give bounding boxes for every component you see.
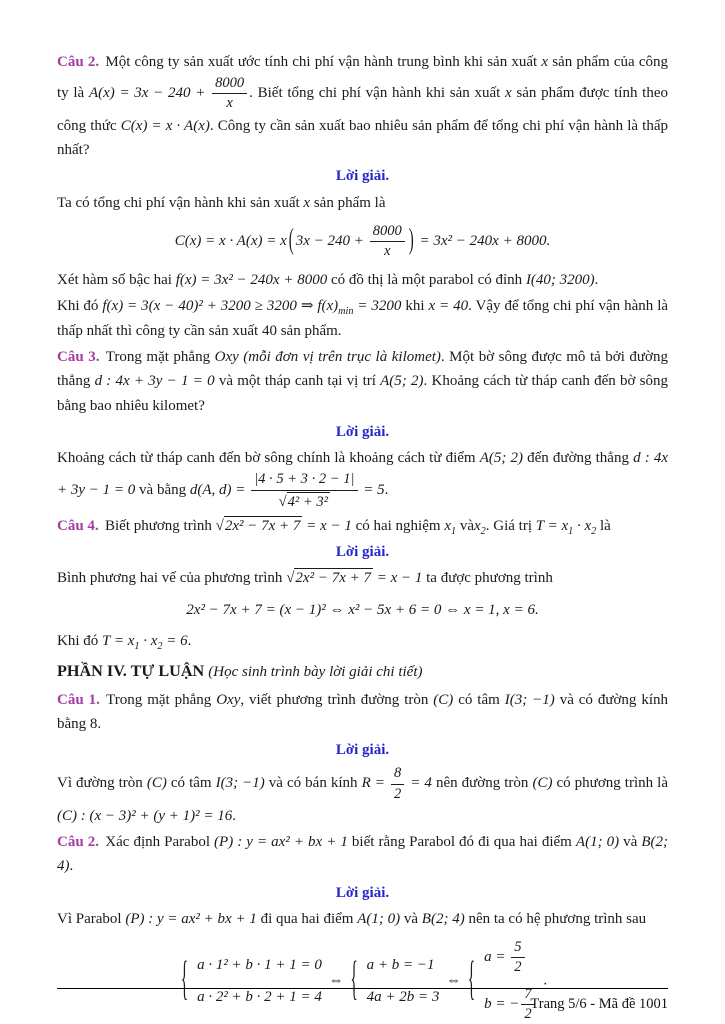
text-run: và có bán kính	[264, 775, 362, 792]
q3-label: Câu 3.	[57, 349, 100, 365]
text-run: đến đường thẳng	[523, 450, 634, 467]
math-run: · x	[139, 633, 158, 649]
fraction-denominator	[212, 94, 247, 112]
text-run: .	[232, 807, 237, 824]
math-run: d : 4x + 3y − 1 = 0	[57, 450, 669, 499]
math-run: T = x	[535, 517, 569, 534]
math-run: 5	[514, 939, 522, 956]
text-run: đi qua hai điểm	[256, 910, 358, 927]
q2-solution-heading: Lời giải.	[335, 168, 390, 185]
math-run: = 3x² − 240x + 8000.	[415, 232, 551, 249]
page-number: Trang 5/6 - Mã đề 1001	[530, 995, 668, 1012]
radical-icon: √	[278, 493, 287, 510]
math-run: = 5	[359, 482, 385, 499]
math-run: 4a + 2b = 3	[366, 988, 440, 1005]
part4-q1-solution-text	[57, 764, 668, 828]
math-run: (P) : y = ax² + bx + 1	[214, 834, 348, 851]
math-run: a · 2² + b · 2 + 1 = 4	[197, 988, 322, 1005]
math-run: 3x − 240 +	[295, 232, 368, 249]
math-run: B(2; 4)	[57, 834, 669, 875]
part4-q1-label: Câu 1.	[57, 691, 100, 708]
text-run: , viết phương trình đường tròn	[240, 691, 434, 708]
math-run: I(3; −1)	[504, 691, 555, 708]
math-run: = 3200	[353, 298, 402, 315]
math-run: (C)	[532, 775, 553, 792]
radical-icon: √	[286, 570, 295, 587]
math-run: (P) : y = ax² + bx + 1	[125, 910, 257, 927]
fraction-denominator	[511, 958, 524, 976]
text-run: .	[539, 972, 548, 989]
brace-icon: {	[350, 955, 358, 1007]
fraction-denominator	[370, 242, 405, 260]
text-run: nên đường tròn	[431, 775, 533, 792]
fraction	[251, 471, 357, 510]
text-run: có đồ thị là một parabol có đỉnh	[327, 272, 526, 289]
part4-q2-label: Câu 2.	[57, 834, 99, 851]
math-run: C(x) = x · A(x)	[120, 117, 210, 134]
text-run: .	[69, 858, 74, 875]
text-run: . Khoảng cách từ tháp canh đến bờ sông bằng bao nhiêu kilomet?	[57, 373, 668, 414]
q2-solution-parabola	[57, 268, 668, 292]
subscript-run: 2	[480, 525, 486, 537]
subscript-run: min	[338, 306, 354, 318]
text-run: có hai nghiệm	[351, 517, 445, 534]
math-run: C(x) = x · A(x) = x	[174, 232, 287, 249]
q4-label: Câu 4.	[57, 517, 99, 534]
math-run: d : 4x + 3y − 1 = 0	[94, 373, 215, 390]
fraction	[391, 765, 404, 802]
q4-statement	[57, 514, 668, 538]
radical-icon: √	[215, 517, 224, 534]
math-run: = x − 1	[372, 570, 423, 587]
math-run: A(1; 0)	[575, 834, 620, 851]
q3-solution-heading: Lời giải.	[335, 423, 390, 440]
text-run: sản phẩm của công ty là	[57, 54, 668, 102]
math-run: 8	[393, 765, 402, 782]
text-run: là	[596, 517, 611, 534]
subscript-run: 1	[568, 525, 574, 537]
square-root	[286, 570, 373, 586]
text-run: và bằng	[135, 482, 190, 499]
fraction	[370, 223, 405, 260]
radicand	[287, 492, 330, 511]
square-root	[279, 494, 330, 510]
text-run: ta được phương trình	[422, 570, 553, 587]
q2-solution-intro	[57, 191, 668, 215]
system-row	[367, 953, 440, 977]
system-row	[484, 938, 537, 977]
text-run: . Biết tổng chi phí vận hành khi sản xuất	[249, 85, 506, 102]
fraction-numerator	[251, 471, 357, 490]
math-run: A(x) = 3x − 240 +	[88, 85, 211, 102]
math-run: 2x² − 7x + 7	[224, 517, 301, 534]
math-run: 8000	[372, 222, 402, 239]
bold-run: PHẦN IV. TỰ LUẬN	[57, 662, 209, 681]
fraction	[511, 939, 524, 976]
text-run: Vì Parabol	[57, 910, 126, 927]
subscript-run: 1	[450, 525, 457, 537]
q2-statement	[57, 50, 668, 162]
text-run: có phương trình là	[552, 775, 668, 792]
text-run: và	[456, 517, 474, 534]
math-run: 8000	[215, 75, 245, 92]
math-run: x	[303, 194, 311, 211]
brace-icon: {	[180, 955, 189, 1007]
math-run: b = −	[484, 995, 520, 1012]
subscript-run: 2	[157, 641, 163, 652]
math-run: 2x² − 7x + 7 = (x − 1)² ⇔ x² − 5x + 6 = 0 ⇔ x = 1, x = 6.	[186, 601, 539, 618]
math-run: (C)	[146, 775, 167, 792]
part4-q1-solution-heading: Lời giải.	[335, 742, 390, 759]
fraction-numerator	[370, 223, 405, 242]
fraction-denominator	[391, 785, 404, 803]
part4-q2-solution-intro	[57, 907, 668, 931]
math-run: (C)	[433, 691, 454, 708]
math-run: 2	[514, 959, 522, 976]
text-run: và	[400, 910, 422, 927]
text-run: Trong mặt phẳng	[105, 349, 215, 365]
text-run: .	[594, 272, 599, 289]
subscript-run: 2	[591, 525, 597, 537]
math-run: = 6	[162, 633, 188, 649]
text-run: và	[619, 834, 642, 851]
math-run: d(A, d) =	[189, 482, 250, 499]
math-run: x	[541, 54, 549, 70]
part4-q2-statement	[57, 830, 668, 879]
part4-q1-statement	[57, 688, 668, 737]
text-run: Xác định Parabol	[105, 834, 215, 851]
math-run: · x	[573, 517, 592, 534]
q4-solution-conclusion	[57, 629, 668, 653]
math-run: x = 40	[428, 298, 469, 315]
math-run: I(3; −1)	[215, 775, 265, 792]
math-run: ⇔	[442, 972, 465, 989]
math-run: ⇔	[324, 972, 348, 989]
text-run: sản phẩm là	[310, 194, 386, 211]
text-run: Ta có tổng chi phí vận hành khi sản xuất	[57, 194, 304, 211]
math-run: B(2; 4)	[421, 910, 465, 927]
big-paren: )	[408, 224, 414, 257]
part4-q1-statement-text	[57, 692, 668, 732]
text-run: Bình phương hai vế của phương trình	[57, 570, 287, 587]
math-run: a + b = −1	[366, 957, 435, 974]
math-run: R =	[361, 775, 389, 792]
math-run: (C) : (x − 3)² + (y + 1)² = 16	[57, 807, 233, 824]
math-run: 2	[524, 1005, 532, 1022]
math-run: |4 · 5 + 3 · 2 − 1|	[254, 471, 355, 488]
text-run: . Giá trị	[485, 517, 536, 534]
text-run: . Công ty cần sản xuất bao nhiêu sản phẩm để tổng chi phí vận hành là thấp nhất?	[57, 117, 668, 158]
text-run: nên ta có hệ phương trình sau	[464, 910, 647, 927]
q4-display-equation	[57, 598, 668, 622]
math-run: = 4	[406, 775, 432, 792]
fraction-numerator	[511, 939, 524, 958]
big-paren: (	[288, 224, 294, 257]
fraction-numerator	[391, 765, 404, 784]
text-run: Trong mặt phẳng	[106, 691, 217, 708]
math-run: f(x) = 3x² − 240x + 8000	[175, 272, 328, 289]
text-run: . Vậy để tổng chi phí vận hành là thấp nhất thì công ty cần sản xuất 40 sản phẩm.	[57, 298, 669, 339]
text-run: Một công ty sản xuất ước tính chi phí vận hành trung bình khi sản xuất	[105, 54, 542, 70]
text-run: Khi đó	[57, 298, 103, 315]
q3-statement-text	[57, 349, 668, 414]
q3-statement	[57, 345, 668, 418]
math-run: a =	[484, 949, 510, 966]
math-run: x	[384, 242, 391, 259]
fraction-numerator	[212, 75, 247, 94]
q2-label: Câu 2.	[57, 54, 100, 70]
math-run: = x − 1	[302, 517, 352, 534]
math-run: x	[444, 517, 451, 534]
math-run: 7	[524, 985, 532, 1002]
math-run: A(5; 2)	[479, 450, 524, 467]
text-run: .	[187, 633, 192, 649]
math-run: I(40; 3200)	[525, 272, 595, 289]
text-run: .	[384, 482, 389, 499]
text-run: có tâm	[453, 691, 505, 708]
radicand	[294, 568, 373, 588]
text-run: và một tháp canh tại vị trí	[214, 373, 381, 390]
text-run: có tâm	[166, 775, 216, 792]
text-run: Khi đó	[57, 633, 102, 649]
math-run: x	[474, 517, 481, 534]
math-run: T = x	[102, 633, 135, 649]
text-run: Biết phương trình	[104, 517, 216, 534]
brace-icon: {	[467, 955, 476, 1007]
q2-statement-text	[57, 54, 668, 158]
math-run: 4² + 3²	[287, 493, 328, 510]
math-run: (Học sinh trình bày lời giải chi tiết)	[208, 664, 423, 681]
footer-rule	[57, 988, 668, 989]
q4-statement-text	[104, 517, 611, 537]
fraction-denominator	[251, 491, 357, 511]
text-run: Vì đường tròn	[57, 775, 147, 792]
math-run: f(x) = 3(x − 40)² + 3200 ≥ 3200 ⇒ f(x)	[102, 298, 339, 315]
part4-q2-solution-heading: Lời giải.	[335, 884, 390, 901]
part4-heading	[57, 658, 668, 684]
text-run: khi	[401, 298, 429, 315]
math-run: x	[226, 95, 233, 112]
math-run: A(5; 2)	[380, 373, 424, 390]
math-run: A(1; 0)	[357, 910, 401, 927]
q4-solution-heading: Lời giải.	[335, 544, 390, 561]
math-run: 2	[393, 785, 402, 802]
q3-solution-text	[57, 446, 668, 512]
text-run: và có đường kính bằng 8.	[57, 691, 669, 732]
text-run: biết rằng Parabol đó đi qua hai điểm	[347, 834, 576, 851]
radicand	[224, 516, 303, 536]
subscript-run: 1	[134, 641, 140, 652]
math-run: a · 1² + b · 1 + 1 = 0	[197, 957, 322, 974]
math-run: 2x² − 7x + 7	[295, 570, 371, 587]
page-footer	[57, 985, 668, 1016]
math-run: Oxy (mỗi đơn vị trên trục là kilomet)	[214, 349, 441, 365]
q2-display-equation	[57, 222, 668, 261]
math-run: Oxy	[216, 691, 241, 708]
system-row	[197, 953, 322, 977]
text-run: Xét hàm số bậc hai	[57, 272, 176, 289]
part4-q2-statement-text	[57, 834, 668, 874]
fraction	[212, 75, 247, 112]
text-run: . Một bờ sông được mô tả bởi đường thẳng	[57, 349, 668, 390]
q4-solution-intro	[57, 566, 668, 590]
square-root	[216, 518, 303, 534]
text-run: sản phẩm được tính theo công thức	[57, 85, 668, 134]
math-run: x	[505, 85, 512, 102]
text-run: Khoảng cách từ tháp canh đến bờ sông chính là khoảng cách từ điểm	[57, 450, 480, 467]
q2-solution-conclusion	[57, 294, 668, 343]
